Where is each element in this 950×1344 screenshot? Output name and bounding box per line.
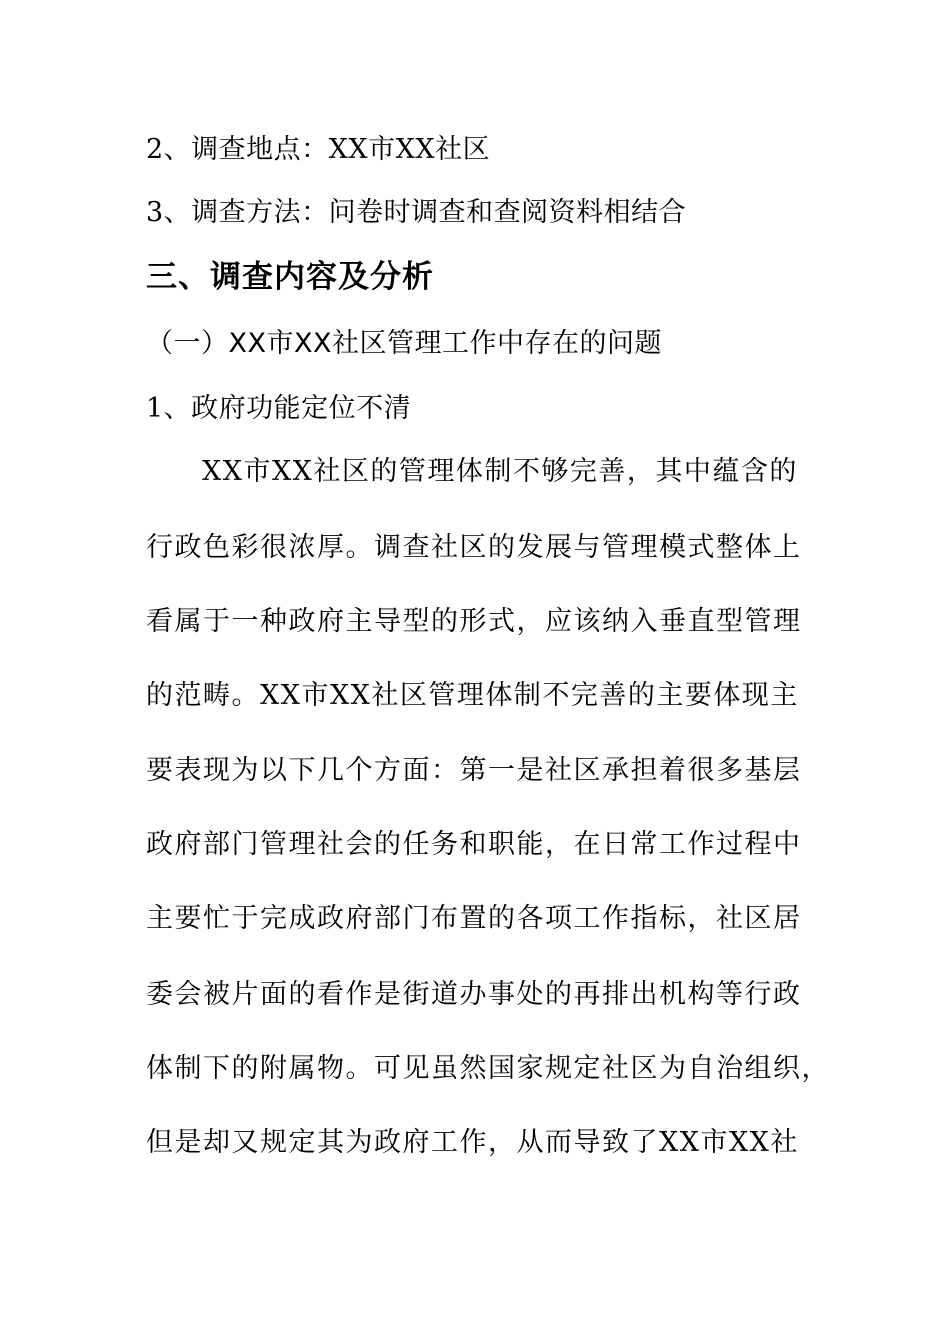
subsection-heading: （一）XX市XX社区管理工作中存在的问题 bbox=[146, 328, 662, 359]
paragraph-line: 委会被片面的看作是街道办事处的再排出机构等行政 bbox=[146, 979, 802, 1010]
paragraph-line: 但是却又规定其为政府工作，从而导致了XX市XX社 bbox=[146, 1127, 799, 1158]
survey-location-item: 2、调查地点：XX市XX社区 bbox=[146, 134, 491, 165]
section-heading: 三、调查内容及分析 bbox=[146, 259, 434, 295]
paragraph-line: 体制下的附属物。可见虽然国家规定社区为自治组织， bbox=[146, 1053, 830, 1084]
paragraph-line: 要表现为以下几个方面：第一是社区承担着很多基层 bbox=[146, 755, 802, 786]
paragraph-line: XX市XX社区的管理体制不够完善，其中蕴含的 bbox=[202, 456, 798, 487]
paragraph-line: 行政色彩很浓厚。调查社区的发展与管理模式整体上 bbox=[146, 532, 802, 563]
paragraph-line: 政府部门管理社会的任务和职能，在日常工作过程中 bbox=[146, 829, 802, 860]
paragraph-line: 看属于一种政府主导型的形式，应该纳入垂直型管理 bbox=[146, 606, 802, 637]
paragraph-line: 主要忙于完成政府部门布置的各项工作指标，社区居 bbox=[146, 903, 802, 934]
survey-method-item: 3、调查方法：问卷时调查和查阅资料相结合 bbox=[146, 197, 687, 228]
point-heading: 1、政府功能定位不清 bbox=[146, 393, 412, 424]
paragraph-line: 的范畴。XX市XX社区管理体制不完善的主要体现主 bbox=[146, 680, 799, 711]
